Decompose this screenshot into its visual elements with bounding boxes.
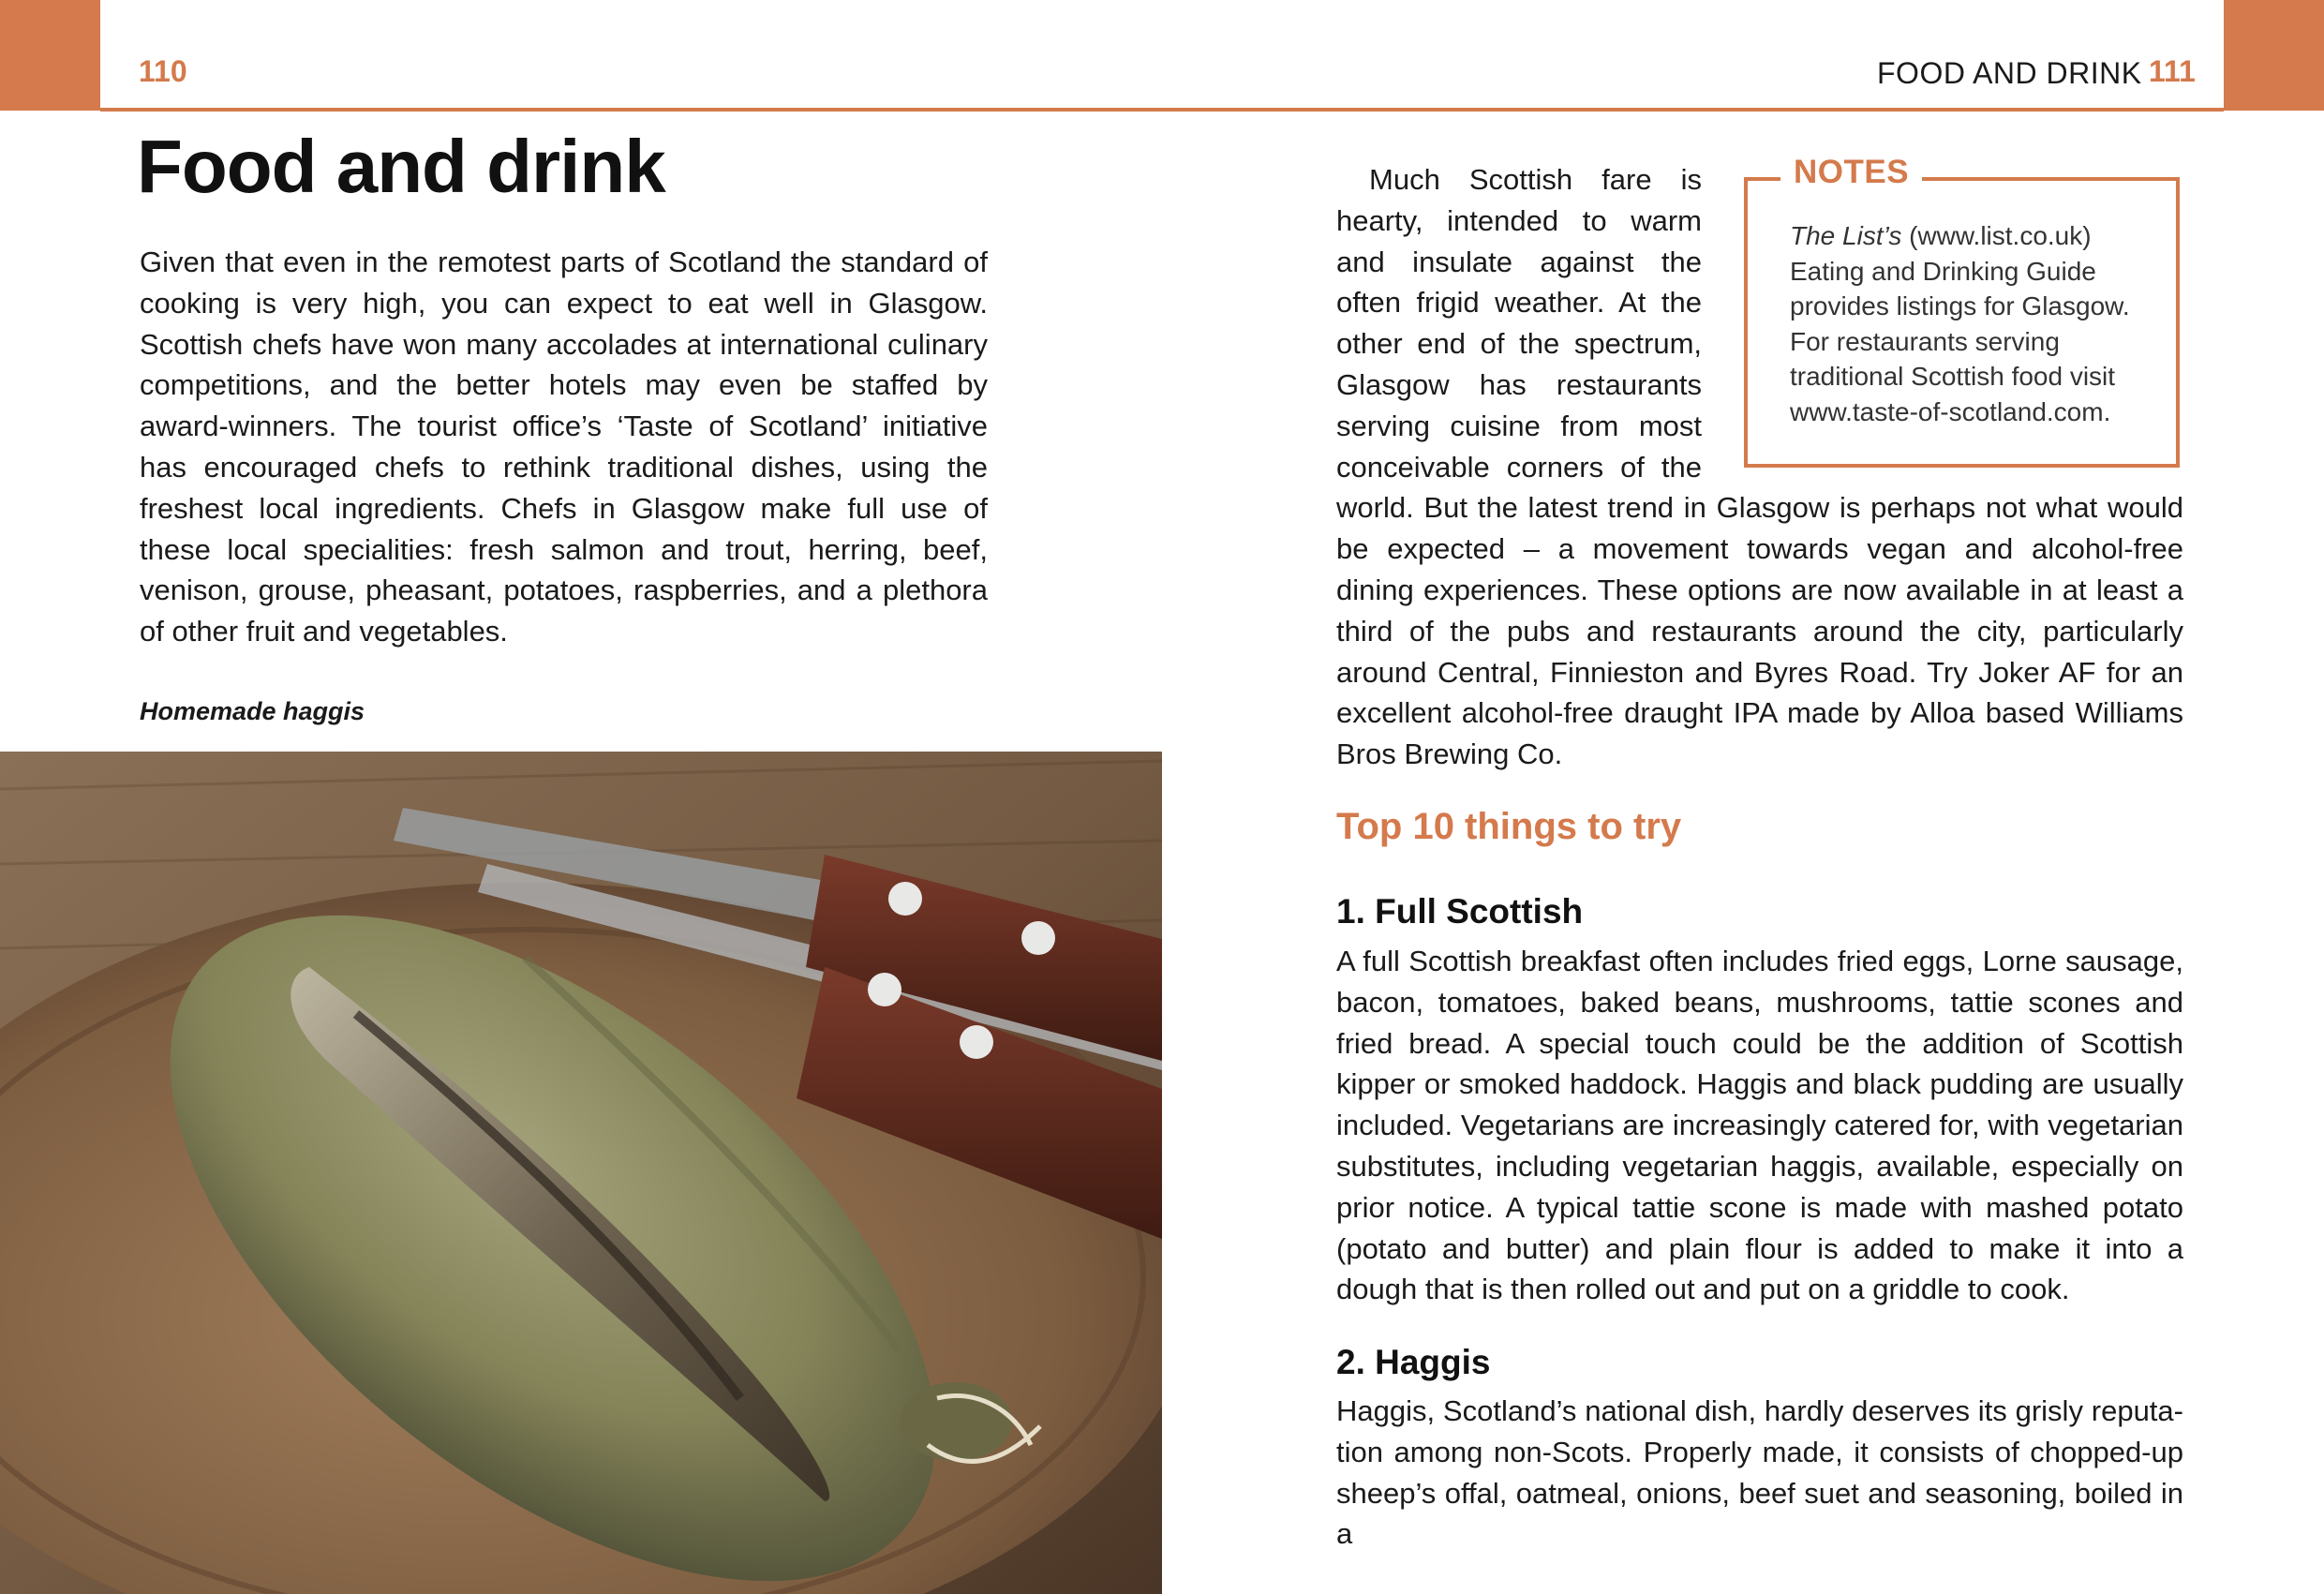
top10-heading: Top 10 things to try	[1336, 806, 1682, 847]
haggis-photo	[0, 752, 1162, 1594]
left-page-tab	[0, 0, 100, 111]
header-rule	[100, 108, 2224, 112]
notes-body: (www.list.co.uk) Eating and Drinking Guide provides listings for Glasgow. For restaurants serving traditional Scottish food visit www.taste-of-scotland.com.	[1790, 221, 2130, 426]
item-text-full-scottish: A full Scottish breakfast often includes fried eggs, Lorne sausage, bacon, tomatoes, baked beans, mushrooms, tattie scones and fried bread. A special touch could be the addition of Scottish kipper or smoked haddock. Haggis and black pudding are usually included. Vegetarians are increasingly catered for, with vegetarian substitutes, including vegetarian haggis, available, especially on prior notice. A typical tattie scone is made with mashed potato (potato and butter) and plain flour is added to make it into a dough that is then rolled out and put on a griddle to cook.	[1336, 945, 2183, 1306]
running-head: FOOD AND DRINK	[1877, 56, 2142, 90]
right-paragraph-text: Much Scottish fare is hearty, intended to warm and insulate against the often frigid weather. At the other end of the spectrum, Glasgow has restaurants serving cuisine from most conceivable corners of the world. But the latest trend in Glasgow is perhaps not what would be expected – a movement towards vegan and alcohol-free dining experiences. These options are now available in at least a third of the pubs and restaurants around the city, particularly around Central, Finnieston and Byres Road. Try Joker AF for an excellent alcohol-free draught IPA made by Alloa based Williams Bros Brewing Co.	[1336, 163, 2183, 771]
notes-title: NOTES	[1780, 154, 1922, 191]
item-heading-haggis: 2. Haggis	[1336, 1343, 1491, 1381]
item-text-haggis: Haggis, Scotland’s national dish, hardly deserves its grisly reputation among non-Scots. Properly made, it consists of chopped-up sheep’s offal, oatmeal, onions, beef suet and seasoning, boiled in a	[1336, 1394, 2183, 1551]
photo-caption: Homemade haggis	[140, 697, 365, 725]
item-heading-full-scottish: 1. Full Scottish	[1336, 892, 1584, 931]
notes-publication: The List’s	[1790, 221, 1902, 250]
notes-text	[1790, 218, 2138, 429]
right-page-tab	[2224, 0, 2324, 111]
page-title: Food and drink	[137, 125, 665, 208]
intro-paragraph: Given that even in the remotest parts of Scotland the standard of cooking is very high, you can expect to eat well in Glasgow. Scottish chefs have won many accolades at international culinary competitions, and the better hotels may even be staffed by award-winners. The tourist office’s ‘Taste of Scotland’ initiative has encouraged chefs to rethink traditional dishes, using the freshest local ingredients. Chefs in Glasgow make full use of these local specialities: fresh salmon and trout, herring, beef, venison, grouse, pheasant, potatoes, raspberries, and a plethora of other fruit and vegetables.	[140, 246, 988, 648]
right-page-number: 111	[2149, 54, 2196, 88]
left-page-number: 110	[139, 54, 187, 88]
